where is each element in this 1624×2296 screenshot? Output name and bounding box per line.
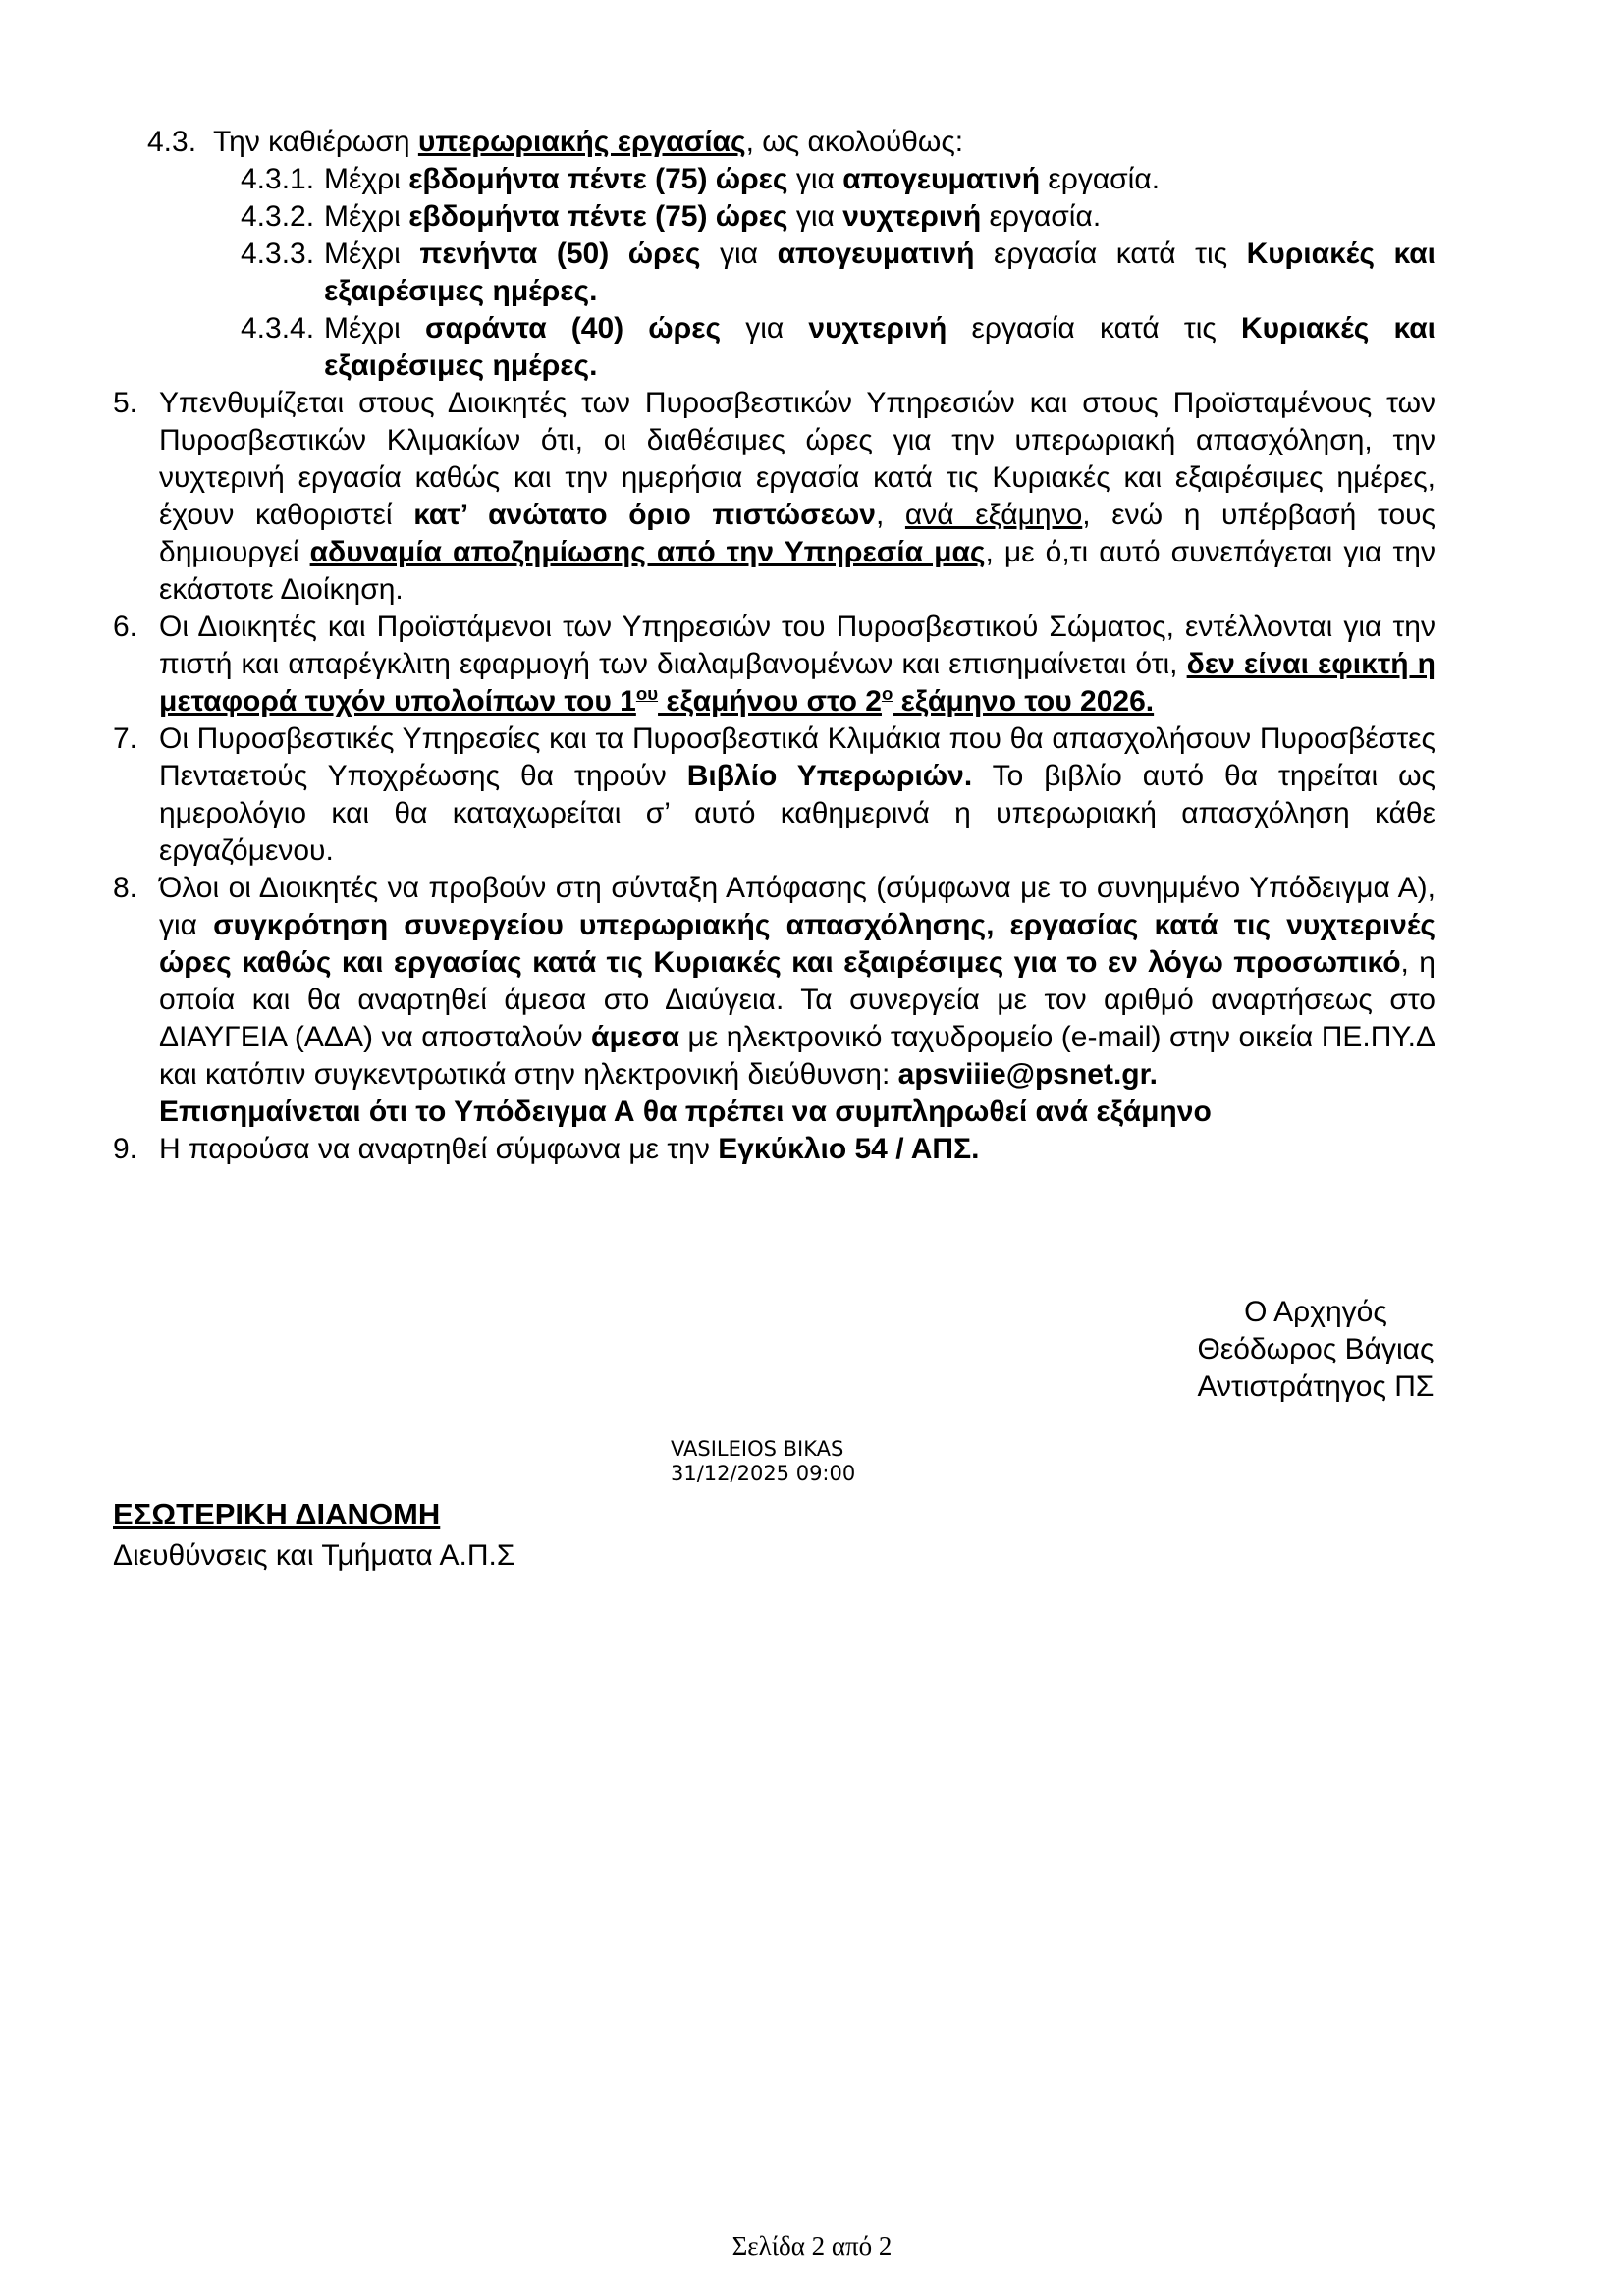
item-text: Μέχρι σαράντα (40) ώρες για νυχτερινή εργασία κατά τις Κυριακές και εξαιρέσιμες ημέρες.: [324, 312, 1435, 382]
item-4-3-2: [113, 198, 1435, 236]
internal-distribution-line: Διευθύνσεις και Τμήματα Α.Π.Σ: [113, 1539, 515, 1572]
document-body: [113, 124, 1435, 1168]
item-number: 6.: [113, 611, 138, 643]
item-text: Μέχρι εβδομήντα πέντε (75) ώρες για νυχτερινή εργασία.: [324, 200, 1102, 233]
item-4-3-4: [113, 310, 1435, 385]
item-5: [113, 385, 1435, 609]
item-number: 5.: [113, 387, 138, 419]
item-text: Μέχρι εβδομήντα πέντε (75) ώρες για απογευματινή εργασία.: [324, 163, 1161, 195]
signature-name: Θεόδωρος Βάγιας: [1197, 1333, 1435, 1365]
stamp-datetime: 31/12/2025 09:00: [671, 1462, 856, 1485]
item-4-3: [113, 124, 1435, 161]
item-number: 4.3.: [147, 126, 197, 158]
item-8-note: Επισημαίνεται ότι το Υπόδειγμα Α θα πρέπει να συμπληρωθεί ανά εξάμηνο: [159, 1095, 1212, 1128]
item-number: 7.: [113, 722, 138, 755]
signature-title: Ο Αρχηγός: [1244, 1296, 1387, 1328]
internal-distribution: [113, 1494, 514, 1576]
item-number: 4.3.3.: [241, 238, 315, 270]
stamp-signer-name: VASILEIOS BIKAS: [671, 1437, 844, 1461]
item-text: Οι Πυροσβεστικές Υπηρεσίες και τα Πυροσβεστικά Κλιμάκια που θα απασχολήσουν Πυροσβέστες Πενταετούς Υποχρέωσης θα τηρούν Βιβλίο Υπερωριών. Το βιβλίο αυτό θα τηρείται ως ημερολόγιο και θα καταχωρείται σ’ αυτό καθημερινά η υπερωριακή απασχόληση κάθε εργαζόμενου.: [159, 722, 1435, 867]
item-6: [113, 609, 1435, 721]
item-text: Όλοι οι Διοικητές να προβούν στη σύνταξη Απόφασης (σύμφωνα με το συνημμένο Υπόδειγμα Α), για συγκρότηση συνεργείου υπερωριακής απασχόλησης, εργασίας κατά τις νυχτερινές ώρες καθώς και εργασίας κατά τις Κυριακές και εξαιρέσιμες για το εν λόγω προσωπικό, η οποία και θα αναρτηθεί άμεσα στο Διαύγεια. Τα συνεργεία με τον αριθμό αναρτήσεως στο ΔΙΑΥΓΕΙΑ (ΑΔΑ) να αποσταλούν άμεσα με ηλεκτρονικό ταχυδρομείο (e-mail) στην οικεία ΠΕ.ΠΥ.Δ και κατόπιν συγκεντρωτικά στην ηλεκτρονική διεύθυνση: apsviiie@psnet.gr.: [159, 872, 1435, 1091]
item-7: [113, 721, 1435, 870]
item-4-3-1: [113, 161, 1435, 198]
item-text: Η παρούσα να αναρτηθεί σύμφωνα με την Εγκύκλιο 54 / ΑΠΣ.: [159, 1133, 980, 1165]
signature-rank: Αντιστράτηγος ΠΣ: [1197, 1370, 1435, 1403]
item-number: 4.3.1.: [241, 163, 315, 195]
item-text: Οι Διοικητές και Προϊστάμενοι των Υπηρεσιών του Πυροσβεστικού Σώματος, εντέλλονται για την πιστή και απαρέγκλιτη εφαρμογή των διαλαμβανομένων και επισημαίνεται ότι, δεν είναι εφικτή η μεταφορά τυχόν υπολοίπων του $1^{o\upsilon}$ εξαμήνου στο $2^o$ εξάμηνο του 2026.: [159, 611, 1435, 718]
signature-block: [1070, 1294, 1561, 1406]
item-text: Υπενθυμίζεται στους Διοικητές των Πυροσβεστικών Υπηρεσιών και στους Προϊσταμένους των Πυροσβεστικών Κλιμακίων ότι, οι διαθέσιμες ώρες για την υπερωριακή απασχόληση, την νυχτερινή εργασία καθώς και την ημερήσια εργασία κατά τις Κυριακές και εξαιρέσιμες ημέρες, έχουν καθοριστεί κατ’ ανώτατο όριο πιστώσεων, ανά εξάμηνο, ενώ η υπέρβασή τους δημιουργεί αδυναμία αποζημίωσης από την Υπηρεσία μας, με ό,τι αυτό συνεπάγεται για την εκάστοτε Διοίκηση.: [159, 387, 1435, 606]
item-number: 4.3.4.: [241, 312, 315, 345]
page-number-footer: Σελίδα 2 από 2: [731, 2231, 893, 2261]
item-8: [113, 870, 1435, 1131]
item-9: [113, 1131, 1435, 1168]
item-number: 8.: [113, 872, 138, 904]
digital-signature-stamp: [671, 1437, 855, 1486]
item-number: 4.3.2.: [241, 200, 315, 233]
item-4-3-3: [113, 236, 1435, 310]
item-number: 9.: [113, 1133, 138, 1165]
internal-distribution-heading: ΕΣΩΤΕΡΙΚΗ ΔΙΑΝΟΜΗ: [113, 1497, 441, 1531]
item-text: Την καθιέρωση υπερωριακής εργασίας, ως ακολούθως:: [213, 126, 964, 158]
item-text: Μέχρι πενήντα (50) ώρες για απογευματινή εργασία κατά τις Κυριακές και εξαιρέσιμες ημέρες.: [324, 238, 1435, 307]
